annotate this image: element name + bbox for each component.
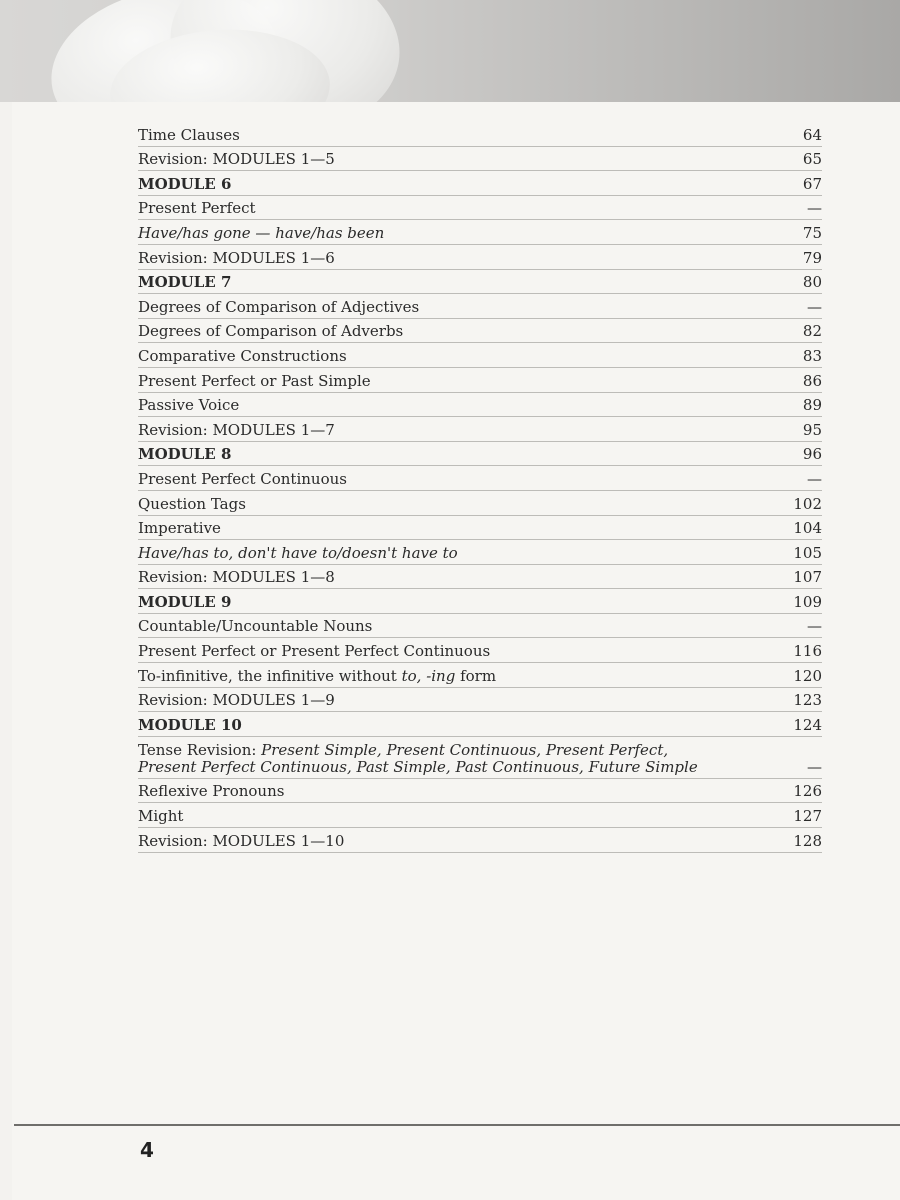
- toc-entry-page: 82: [802, 322, 822, 341]
- footer-rule: [14, 1124, 900, 1126]
- toc-module-heading: [138, 171, 822, 196]
- toc-module-heading: [138, 712, 822, 737]
- toc-entry-title-part: Degrees of Comparison of Adjectives: [138, 297, 420, 316]
- toc-entry-page: 64: [802, 125, 822, 144]
- toc-entry: [138, 220, 822, 245]
- toc-module-heading: [138, 589, 822, 614]
- toc-entry-page: 67: [802, 174, 822, 193]
- toc-entry-title-part: MODULE 8: [138, 445, 232, 464]
- toc-entry: [138, 803, 822, 828]
- toc-entry-title-part: Revision: MODULES 1—8: [138, 568, 335, 587]
- toc-entry-page: 107: [793, 568, 822, 587]
- toc-entry-page: —: [807, 469, 822, 488]
- toc-entry: [138, 737, 822, 779]
- toc-entry-title: [138, 783, 788, 800]
- toc-entry-title: [138, 127, 788, 144]
- toc-entry-title-part: Time Clauses: [138, 125, 240, 144]
- toc-entry-title-part: Question Tags: [138, 494, 246, 513]
- toc-entry: [138, 147, 822, 172]
- toc-entry-title: [138, 808, 788, 825]
- toc-entry-title: [138, 323, 788, 340]
- toc-entry: [138, 828, 822, 853]
- toc-entry-page: 80: [802, 273, 822, 292]
- toc-entry-page: 105: [793, 543, 822, 562]
- toc-entry-title-part: Present Perfect: [138, 199, 256, 218]
- toc-entry-title-part: Revision: MODULES 1—7: [138, 420, 335, 439]
- toc-entry: [138, 466, 822, 491]
- toc-entry-page: 75: [802, 223, 822, 242]
- toc-entry-title: [138, 496, 788, 513]
- toc-entry: [138, 122, 822, 147]
- toc-entry-title: [138, 471, 788, 488]
- toc-entry-title-part: MODULE 6: [138, 174, 232, 193]
- toc-entry-page: 124: [793, 715, 822, 734]
- toc-entry-page: 126: [793, 782, 822, 801]
- toc-entry-title-part: Degrees of Comparison of Adverbs: [138, 322, 404, 341]
- toc-entry-page: 65: [802, 150, 822, 169]
- toc-entry-page: —: [807, 199, 822, 218]
- toc-entry-page: 102: [793, 494, 822, 513]
- toc-entry-title: [138, 668, 788, 685]
- toc-entry-title: [138, 200, 788, 217]
- toc-entry-title-part: Tense Revision:: [138, 740, 262, 759]
- toc-entry-title-part: Comparative Constructions: [138, 346, 347, 365]
- page-number: 4: [140, 1138, 154, 1162]
- toc-entry-title-part: Present Perfect Continuous, Past Simple, Past Continuous, Future Simple: [138, 757, 698, 776]
- toc-entry: [138, 540, 822, 565]
- toc-entry-page: 128: [793, 831, 822, 850]
- toc-entry-title: [138, 151, 788, 168]
- toc-entry-title: [138, 692, 788, 709]
- toc-entry-title-part: Reflexive Pronouns: [138, 782, 285, 801]
- toc-entry-title-part: Revision: MODULES 1—6: [138, 248, 335, 267]
- toc-entry-title: [138, 373, 788, 390]
- toc-entry: [138, 688, 822, 713]
- toc-entry-title: [138, 520, 788, 537]
- toc-entry-title-part: Passive Voice: [138, 396, 240, 415]
- toc-entry-title: [138, 594, 788, 611]
- toc-entry-page: 123: [793, 691, 822, 710]
- toc-entry-title: [138, 225, 788, 242]
- toc-entry-title-part: Present Simple, Present Continuous, Present Perfect,: [261, 740, 669, 759]
- toc-entry-title-part: Imperative: [138, 519, 221, 538]
- toc-entry: [138, 516, 822, 541]
- toc-entry-title: [138, 274, 788, 291]
- toc-entry-title: [138, 717, 788, 734]
- toc-entry-title-part: form: [455, 666, 497, 685]
- toc-entry-page: 89: [802, 396, 822, 415]
- header-decoration: [0, 0, 900, 102]
- toc-entry-title: [138, 569, 788, 586]
- toc-entry: [138, 779, 822, 804]
- toc-entry-page: 120: [793, 666, 822, 685]
- toc-entry-title: [138, 833, 788, 850]
- toc-entry-title-part: Revision: MODULES 1—5: [138, 150, 335, 169]
- toc-entry-title: [138, 348, 788, 365]
- toc-entry-title: [138, 618, 788, 635]
- toc-entry-title-part: Present Perfect or Present Perfect Continuous: [138, 642, 491, 661]
- toc-entry: [138, 343, 822, 368]
- toc-entry-page: —: [807, 617, 822, 636]
- toc-entry-title: [138, 176, 788, 193]
- toc-entry-title-part: MODULE 9: [138, 592, 232, 611]
- toc-entry-title-part: Present Perfect or Past Simple: [138, 371, 371, 390]
- table-of-contents: [138, 122, 822, 853]
- toc-entry-page: 109: [793, 592, 822, 611]
- toc-entry-page: 79: [802, 248, 822, 267]
- toc-entry: [138, 614, 822, 639]
- toc-entry-title-part: Have/has to, don't have to/doesn't have to: [138, 543, 458, 562]
- toc-entry-title: [138, 422, 788, 439]
- toc-entry-title: [138, 397, 788, 414]
- toc-entry: [138, 393, 822, 418]
- toc-entry-title-part: MODULE 10: [138, 715, 242, 734]
- toc-entry-title: [138, 545, 788, 562]
- toc-entry-page: 86: [802, 371, 822, 390]
- toc-entry-page: 127: [793, 807, 822, 826]
- toc-entry-title: [138, 643, 788, 660]
- toc-entry-title-part: Revision: MODULES 1—10: [138, 831, 345, 850]
- toc-entry: [138, 294, 822, 319]
- toc-entry: [138, 565, 822, 590]
- toc-entry-page: 83: [802, 346, 822, 365]
- toc-entry-title: [138, 446, 788, 463]
- toc-module-heading: [138, 270, 822, 295]
- toc-entry-title-part: MODULE 7: [138, 273, 232, 292]
- toc-entry-title-part: Present Perfect Continuous: [138, 469, 347, 488]
- toc-entry: [138, 491, 822, 516]
- toc-entry: [138, 638, 822, 663]
- toc-entry-title: [138, 250, 788, 267]
- toc-entry-title: [138, 742, 788, 776]
- toc-entry: [138, 417, 822, 442]
- toc-entry-page: 104: [793, 519, 822, 538]
- toc-entry-title-part: To-infinitive, the infinitive without: [138, 666, 402, 685]
- toc-entry-page: —: [807, 757, 822, 776]
- toc-entry: [138, 663, 822, 688]
- toc-entry-title-part: to, -ing: [401, 666, 456, 685]
- toc-entry-title-part: Revision: MODULES 1—9: [138, 691, 335, 710]
- toc-entry: [138, 196, 822, 221]
- toc-entry-title-part: Have/has gone — have/has been: [138, 223, 385, 242]
- toc-entry-title-part: Countable/Uncountable Nouns: [138, 617, 373, 636]
- toc-entry: [138, 368, 822, 393]
- toc-entry-page: —: [807, 297, 822, 316]
- toc-entry-page: 116: [793, 642, 822, 661]
- toc-entry-title-part: Might: [138, 807, 184, 826]
- toc-entry-page: 95: [802, 420, 822, 439]
- toc-entry: [138, 319, 822, 344]
- toc-entry-title: [138, 299, 788, 316]
- toc-entry: [138, 245, 822, 270]
- toc-entry-page: 96: [802, 445, 822, 464]
- toc-module-heading: [138, 442, 822, 467]
